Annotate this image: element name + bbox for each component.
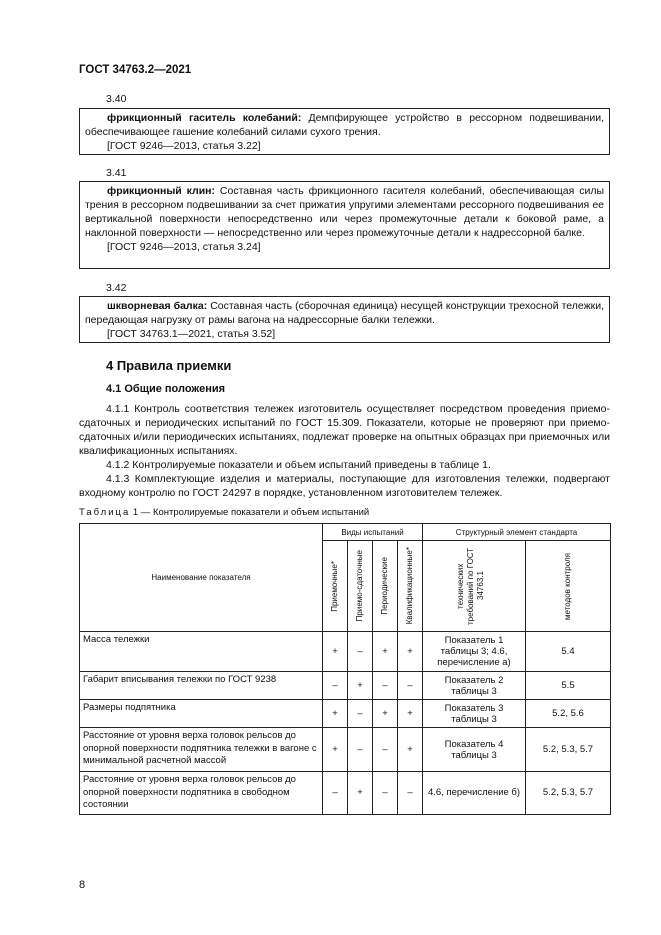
- paragraph: 4.1.2 Контролируемые показатели и объем испытаний приведены в таблице 1.: [106, 459, 491, 471]
- term-source: [ГОСТ 34763.1—2021, статья 3.52]: [107, 328, 276, 340]
- term-source: [ГОСТ 9246—2013, статья 3.22]: [107, 140, 261, 152]
- cell-requirements: Показатель 4 таблицы 3: [423, 728, 526, 772]
- term-name: фрикционный гаситель колебаний:: [107, 112, 302, 124]
- cell-requirements: Показатель 1 таблицы 3; 4.6, перечисление а): [423, 632, 526, 672]
- cell-test-mark: +: [398, 700, 423, 728]
- table-row: [80, 700, 611, 728]
- term-text: Составная часть (сборочная единица) несущей конструкции трехосной тележки, передающая нагрузку от рамы вагона на надрессорные балки тележки.: [85, 300, 604, 326]
- cell-indicator-name: Габарит вписывания тележки по ГОСТ 9238: [80, 672, 323, 700]
- term-box: [79, 181, 610, 269]
- section-title: 4 Правила приемки: [106, 358, 232, 373]
- table-row: [80, 672, 611, 700]
- cell-test-mark: +: [348, 772, 373, 815]
- cell-indicator-name: Размеры подпятника: [80, 700, 323, 728]
- cell-indicator-name: Расстояние от уровня верха головок рельсов до опорной поверхности подпятника в свободном состоянии: [80, 772, 323, 815]
- term-name: фрикционный клин:: [107, 185, 215, 197]
- col-header-label: методов контроля: [563, 552, 572, 620]
- cell-methods: 5.2, 5.3, 5.7: [526, 772, 611, 815]
- term-definition: [85, 111, 604, 139]
- cell-methods: 5.5: [526, 672, 611, 700]
- body-text: [79, 402, 610, 500]
- cell-test-mark: –: [348, 728, 373, 772]
- cell-test-mark: –: [373, 772, 398, 815]
- subsection-title: 4.1 Общие положения: [106, 383, 226, 395]
- col-header-periodic: [373, 541, 398, 632]
- group-header-tests: Виды испытаний: [323, 524, 423, 541]
- term-box: [79, 296, 610, 343]
- term-source: [ГОСТ 9246—2013, статья 3.24]: [107, 241, 261, 253]
- cell-test-mark: +: [373, 632, 398, 672]
- cell-test-mark: +: [323, 700, 348, 728]
- paragraph: 4.1.1 Контроль соответствия тележек изготовитель осуществляет посредством проведения приемо-сдаточных и периодических испытаний по ГОСТ 15.309. Показатели, которые не проверяют при приемо-сдаточных и/или периодических испытаниях, подлежат проверке на опытных образцах при приемочных или квалификационных испытаниях.: [79, 403, 610, 457]
- col-header-label: Периодические: [380, 557, 389, 615]
- col-header-acceptance: [323, 541, 348, 632]
- cell-requirements: Показатель 2 таблицы 3: [423, 672, 526, 700]
- cell-test-mark: +: [373, 700, 398, 728]
- cell-methods: 5.4: [526, 632, 611, 672]
- table-caption: [79, 507, 369, 518]
- col-header-label: технических требований по ГОСТ 34763.1: [456, 547, 485, 625]
- col-header-label: Квалификационные*: [405, 547, 414, 625]
- table-caption-prefix: Таблица: [79, 507, 131, 518]
- cell-test-mark: –: [348, 700, 373, 728]
- cell-requirements: 4.6, перечисление б): [423, 772, 526, 815]
- col-header-label: Приемо-сдаточные: [355, 550, 364, 622]
- term-number: 3.42: [106, 282, 127, 294]
- cell-test-mark: –: [373, 728, 398, 772]
- col-header-requirements: [423, 541, 526, 632]
- group-header-structure: Структурный элемент стандарта: [423, 524, 611, 541]
- cell-test-mark: –: [398, 772, 423, 815]
- page-number: 8: [79, 879, 86, 891]
- term-definition: [85, 184, 604, 240]
- col-header-methods: [526, 541, 611, 632]
- term-box: [79, 108, 610, 155]
- cell-test-mark: –: [348, 632, 373, 672]
- cell-test-mark: +: [348, 672, 373, 700]
- cell-test-mark: –: [373, 672, 398, 700]
- table-row: [80, 772, 611, 815]
- table-header-row: [80, 524, 611, 541]
- paragraph: 4.1.3 Комплектующие изделия и материалы, поступающие для изготовления тележки, подвергают входному контролю по ГОСТ 24297 в порядке, установленном изготовителем тележек.: [79, 473, 610, 499]
- term-text: Демпфирующее устройство в рессорном подвешивании, обеспечивающее гашение колебаний силами сухого трения.: [85, 112, 604, 138]
- cell-test-mark: –: [323, 672, 348, 700]
- col-header-delivery: [348, 541, 373, 632]
- cell-test-mark: –: [398, 672, 423, 700]
- table-row: [80, 632, 611, 672]
- term-text: Составная часть фрикционного гасителя колебаний, обеспечивающая силы трения в рессорном подвешивании за счет прижатия упругими элементами рессорного подвешивания ее вертикальной поверхности непосредственно или через промежуточные детали к боковой раме, а наклонной поверхности — непосредственно или через промежуточные детали к надрессорной балке.: [85, 185, 605, 239]
- term-name: шкворневая балка:: [107, 300, 208, 312]
- col-header-name: Наименование показателя: [80, 524, 323, 632]
- cell-test-mark: –: [323, 772, 348, 815]
- table-caption-text: 1 — Контролируемые показатели и объем испытаний: [130, 507, 370, 518]
- term-definition: [85, 299, 604, 327]
- term-number: 3.41: [106, 167, 127, 179]
- document-header: ГОСТ 34763.2—2021: [79, 64, 192, 76]
- cell-methods: 5.2, 5.6: [526, 700, 611, 728]
- indicators-table: [79, 523, 611, 815]
- col-header-label: Приемочные*: [330, 560, 339, 612]
- cell-test-mark: +: [398, 728, 423, 772]
- cell-test-mark: +: [323, 728, 348, 772]
- col-header-qualification: [398, 541, 423, 632]
- cell-test-mark: +: [398, 632, 423, 672]
- term-number: 3.40: [106, 93, 127, 105]
- cell-methods: 5.2, 5.3, 5.7: [526, 728, 611, 772]
- table-row: [80, 728, 611, 772]
- cell-test-mark: +: [323, 632, 348, 672]
- cell-requirements: Показатель 3 таблицы 3: [423, 700, 526, 728]
- cell-indicator-name: Расстояние от уровня верха головок рельсов до опорной поверхности подпятника тележки в вагоне с минимальной расчетной массой: [80, 728, 323, 772]
- cell-indicator-name: Масса тележки: [80, 632, 323, 672]
